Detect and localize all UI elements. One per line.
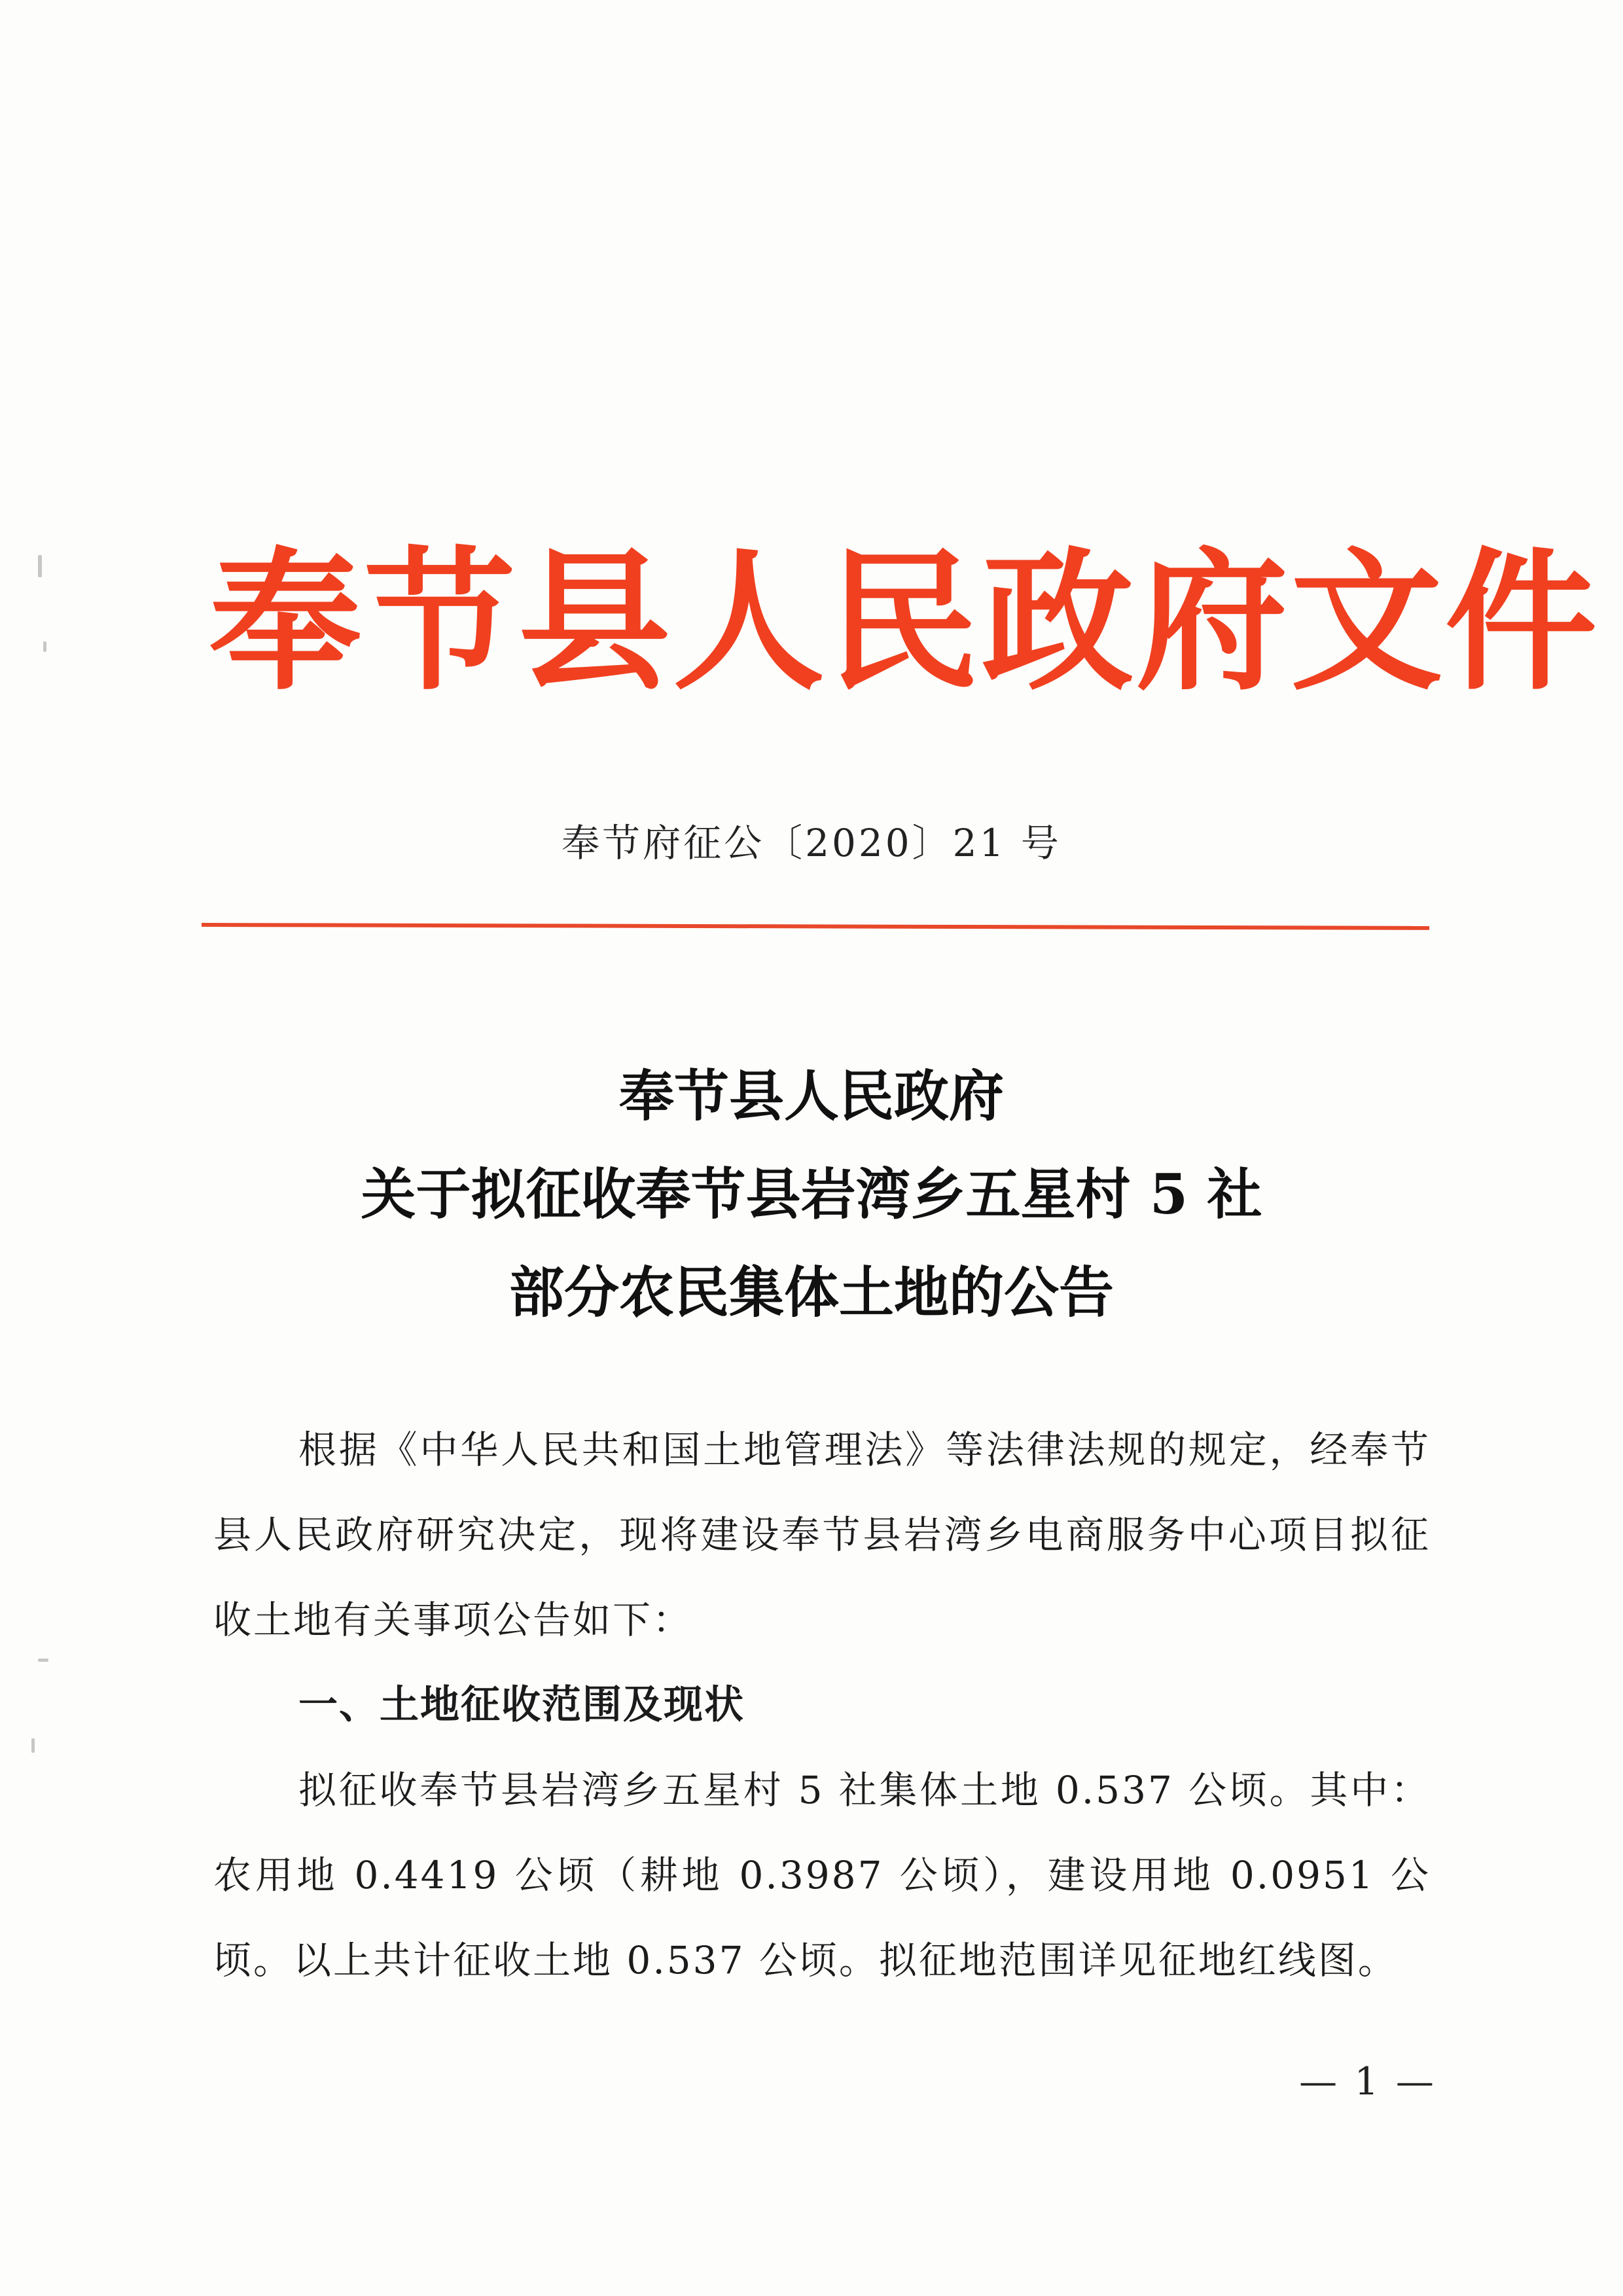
notice-title-line-2: 关于拟征收奉节县岩湾乡五星村 5 社	[361, 1162, 1262, 1227]
document-number: 奉节府征公〔2020〕21 号	[562, 821, 1061, 865]
notice-title	[0, 1047, 1623, 1342]
section-1-paragraph: 拟征收奉节县岩湾乡五星村 5 社集体土地 0.537 公顷。其中：农用地 0.4419 公顷（耕地 0.3987 公顷），建设用地 0.0951 公顷。以上共计征收土地 0.537 公顷。拟征地范围详见征地红线图。	[213, 1768, 1431, 1982]
notice-title-line-1: 奉节县人民政府	[618, 1064, 1004, 1128]
scan-mark	[31, 1738, 35, 1753]
issuing-authority-header: 奉节县人民政府文件	[209, 532, 1600, 711]
page-number: — 1 —	[1299, 2059, 1436, 2104]
notice-title-line-3: 部分农民集体土地的公告	[508, 1260, 1114, 1325]
notice-body	[213, 1407, 1431, 2003]
scan-mark	[38, 1659, 48, 1662]
intro-paragraph: 根据《中华人民共和国土地管理法》等法律法规的规定，经奉节县人民政府研究决定，现将建设奉节县岩湾乡电商服务中心项目拟征收土地有关事项公告如下：	[213, 1427, 1431, 1642]
scan-mark	[38, 555, 42, 577]
red-header-rule	[202, 923, 1429, 930]
section-1-heading: 一、土地征收范围及现状	[298, 1682, 745, 1728]
scan-mark	[43, 641, 46, 652]
